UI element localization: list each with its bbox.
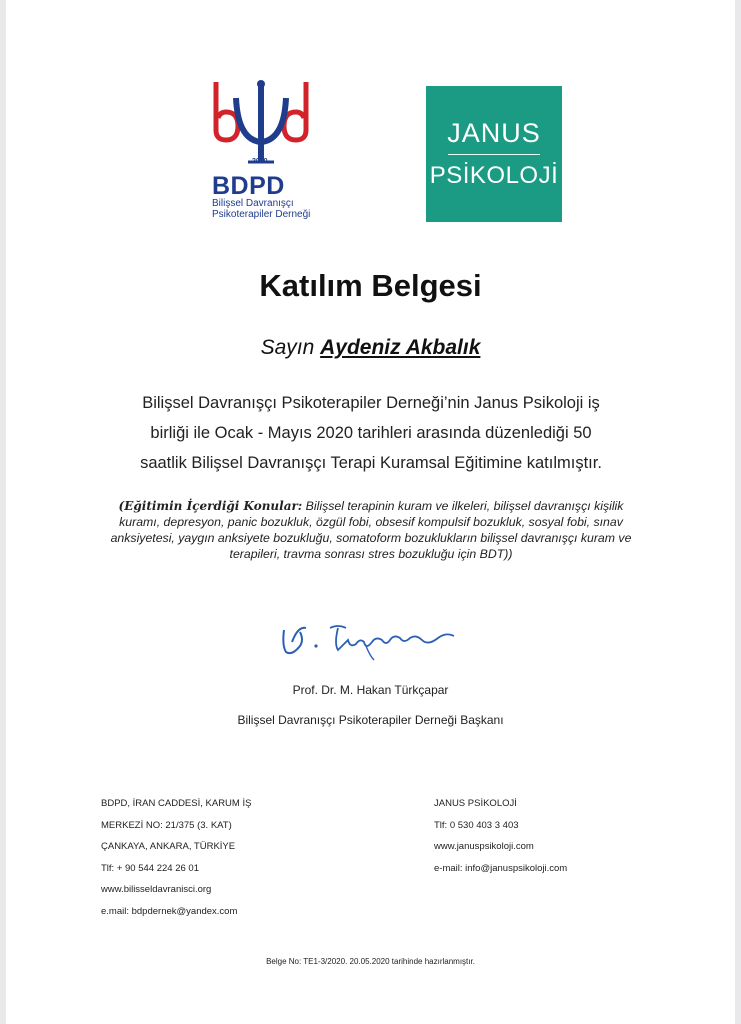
signer-name: Prof. Dr. M. Hakan Türkçapar xyxy=(292,683,449,697)
bdpd-subtitle-line2: Psikoterapiler Derneği xyxy=(212,209,311,220)
janus-logo-line2: PSİKOLOJİ xyxy=(429,162,559,189)
bdpd-psi-emblem xyxy=(206,78,316,170)
bdpd-subtitle-line1: Bilişsel Davranışçı xyxy=(212,198,294,209)
footer-phone: Tlf: 0 530 403 3 403 xyxy=(434,819,519,831)
training-topics xyxy=(106,498,636,562)
certificate-body xyxy=(86,388,656,478)
recipient-name: Aydeniz Akbalık xyxy=(320,336,481,359)
footer-line: MERKEZİ NO: 21/375 (3. KAT) xyxy=(101,819,232,831)
topics-text: Bilişsel terapinin kuram ve ilkeleri, bilişsel davranışçı kişilik kuramı, depresyon, panic bozukluk, özgül fobi, obsesif kompulsif bozukluk, sosyal fobi, sınav anksiyetesi, yaygın anksiyete bozukluğu, somatoform bozuklukların bilişsel davranışçı kuram ve terapileri, travma sonrası stres bozukluğu için BDT)) xyxy=(110,499,632,561)
greeting xyxy=(6,336,735,360)
body-line: Bilişsel Davranışçı Psikoterapiler Derneği’nin Janus Psikoloji iş xyxy=(142,394,600,412)
document-number: Belge No: TE1-3/2020. 20.05.2020 tarihinde hazırlanmıştır. xyxy=(266,957,475,966)
certificate-title: Katılım Belgesi xyxy=(259,268,482,303)
footer-line: JANUS PSİKOLOJİ xyxy=(434,798,517,809)
footer-phone: Tlf: + 90 544 224 26 01 xyxy=(101,862,199,874)
bdpd-year: 2010 xyxy=(252,158,268,165)
footer-bdpd-address xyxy=(101,797,251,926)
janus-logo xyxy=(426,86,562,222)
greeting-prefix: Sayın xyxy=(260,336,321,359)
janus-logo-line1: JANUS xyxy=(447,118,541,148)
footer-website: www.bilisseldavranisci.org xyxy=(101,884,212,895)
footer-line: ÇANKAYA, ANKARA, TÜRKİYE xyxy=(101,841,236,852)
footer-email: e-mail: info@januspsikoloji.com xyxy=(434,862,568,874)
bdpd-name: BDPD xyxy=(212,172,285,200)
signer-title: Bilişsel Davranışçı Psikoterapiler Derneği Başkanı xyxy=(237,713,504,727)
janus-logo-divider xyxy=(448,154,540,155)
footer-janus-contact xyxy=(434,797,567,883)
footer-website: www.januspsikoloji.com xyxy=(434,841,534,852)
handwritten-signature xyxy=(278,616,458,662)
bdpd-logo xyxy=(206,78,316,226)
body-line: saatlik Bilişsel Davranışçı Terapi Kuramsal Eğitimine katılmıştır. xyxy=(140,454,602,472)
body-line: birliği ile Ocak - Mayıs 2020 tarihleri arasında düzenlediği 50 xyxy=(150,424,592,442)
footer-email: e.mail: bdpdernek@yandex.com xyxy=(101,905,238,917)
certificate-page xyxy=(6,0,735,1024)
topics-lead: (Eğitimin İçerdiği Konular: xyxy=(118,499,303,513)
footer-line: BDPD, İRAN CADDESİ, KARUM İŞ xyxy=(101,798,252,809)
